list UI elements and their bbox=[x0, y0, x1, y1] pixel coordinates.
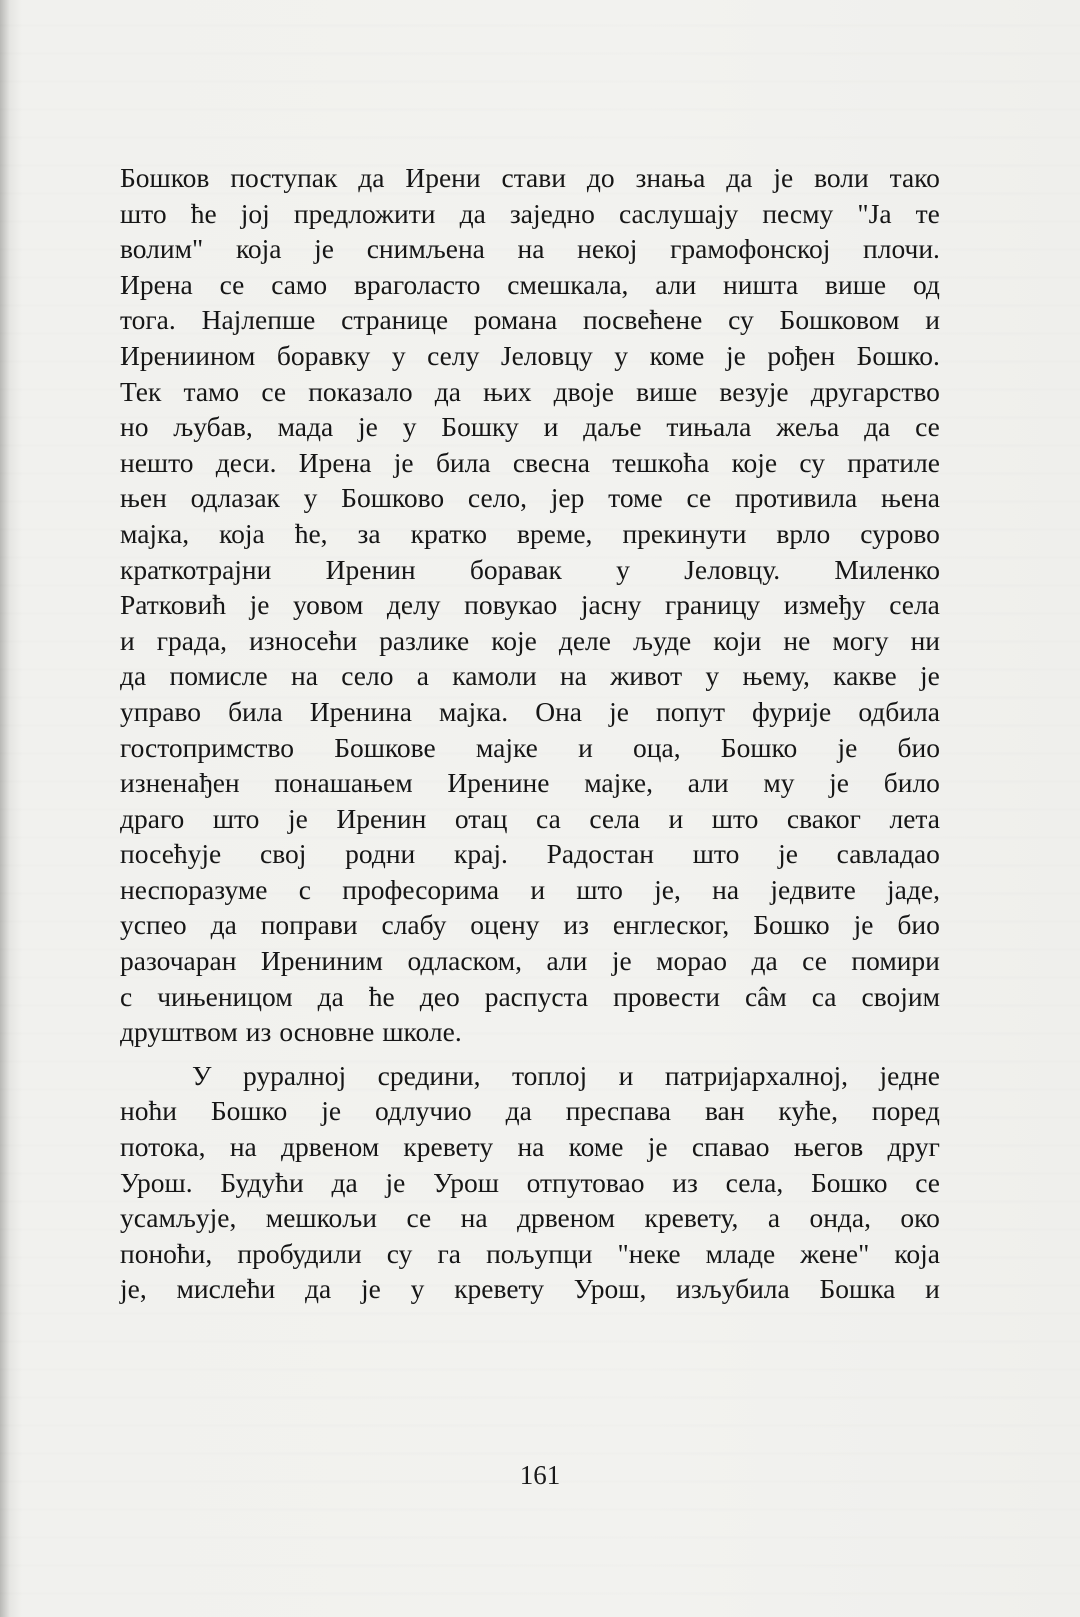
text-line: неспоразуме с професорима и што је, на једвите јаде, bbox=[120, 873, 940, 905]
text-line: је, мислећи да је у кревету Урош, изљубила Бошка и bbox=[120, 1273, 940, 1305]
text-line: њен одлазак у Бошково село, јер томе се противила њена bbox=[120, 482, 940, 514]
text-line: гостопримство Бошкове мајке и оца, Бошко је био bbox=[120, 731, 940, 763]
text-line: поноћи, пробудили су га пољупци "неке младе жене" која bbox=[120, 1237, 940, 1269]
text-line: Ирена се само враголасто смешкала, али ништа више од bbox=[120, 268, 940, 300]
text-line: ноћи Бошко је одлучио да преспава ван куће, поред bbox=[120, 1095, 940, 1127]
text-line: изненађен понашањем Иренине мајке, али му је било bbox=[120, 767, 940, 799]
text-line: Тек тамо се показало да њих двоје више везује другарство bbox=[120, 375, 940, 407]
text-line: усамљује, мешкољи се на дрвеном кревету, а онда, око bbox=[120, 1202, 940, 1234]
page-number: 161 bbox=[519, 1460, 561, 1490]
paragraph bbox=[120, 160, 940, 1050]
text-line: успео да поправи слабу оцену из енглеског, Бошко је био bbox=[120, 909, 940, 941]
text-line: Бошков поступак да Ирени стави до знања да је воли тако bbox=[120, 162, 940, 193]
text-line: што ће јој предложити да заједно саслушају песму "Ја те bbox=[120, 197, 940, 229]
text-line: Ратковић је уовом делу повукао јасну границу између села bbox=[120, 589, 940, 621]
text-line: с чињеницом да ће део распуста провести сâм са својим bbox=[120, 980, 940, 1012]
text-line: но љубав, мада је у Бошку и даље тињала жеља да се bbox=[120, 411, 940, 443]
text-line: тога. Најлепше странице романа посвећене су Бошковом и bbox=[120, 304, 940, 336]
text-line: краткотрајни Иренин боравак у Јеловцу. Миленко bbox=[120, 553, 940, 585]
text-line: управо била Иренина мајка. Она је попут фурије одбила bbox=[120, 695, 940, 727]
text-line: волим" која је снимљена на некој грамофонској плочи. bbox=[120, 233, 940, 265]
text-line: Урош. Будући да је Урош отпутовао из села, Бошко се bbox=[120, 1166, 940, 1198]
text-line: У руралној средини, топлој и патријархалној, једне bbox=[192, 1059, 940, 1091]
paragraph bbox=[120, 1058, 940, 1307]
text-line: и града, износећи разлике које деле људе који не могу ни bbox=[120, 624, 940, 656]
text-line: посећује свој родни крај. Радостан што је савладао bbox=[120, 838, 940, 870]
text-line: драго што је Иренин отац са села и што сваког лета bbox=[120, 802, 940, 834]
text-line: разочаран Ирениним одласком, али је морао да се помири bbox=[120, 945, 940, 977]
text-line: потока, на дрвеном кревету на коме је спавао његов друг bbox=[120, 1131, 940, 1163]
text-line: мајка, која ће, за кратко време, прекинути врло сурово bbox=[120, 517, 940, 549]
text-line: друштвом из основне школе. bbox=[120, 1016, 462, 1048]
body-text bbox=[120, 160, 940, 1307]
text-line: Ирениином боравку у селу Јеловцу у коме је рођен Бошко. bbox=[120, 339, 940, 371]
text-line: да помисле на село а камоли на живот у њему, какве је bbox=[120, 660, 940, 692]
paragraph-gap bbox=[120, 1050, 940, 1058]
text-line: нешто деси. Ирена је била свесна тешкоћа које су пратиле bbox=[120, 446, 940, 478]
